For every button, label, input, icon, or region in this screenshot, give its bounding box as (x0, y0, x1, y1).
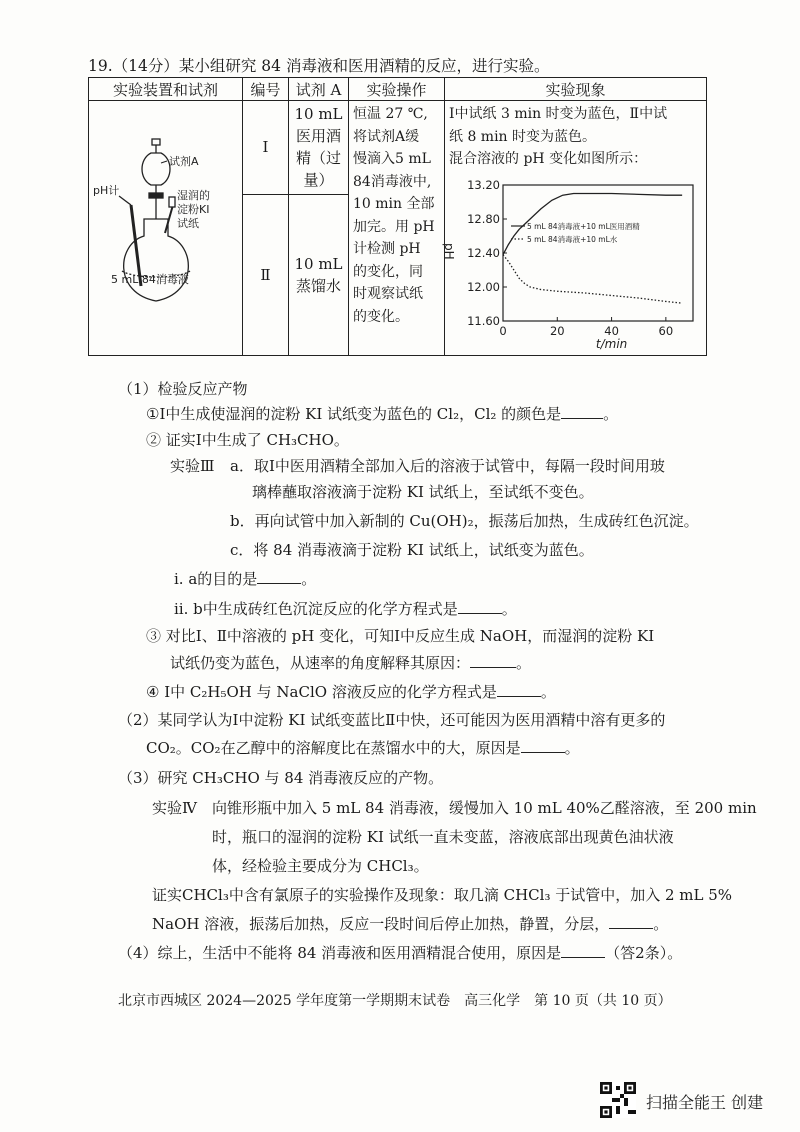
plot-frame (503, 185, 693, 321)
table-header-row (89, 78, 707, 101)
y-tick-label: 12.80 (467, 211, 500, 226)
question-4: （4）综上，生活中不能将 84 消毒液和医用酒精混合使用，原因是 （答2条）。 (118, 944, 683, 962)
answer-blank[interactable] (609, 914, 653, 929)
x-tick-label: 60 (658, 323, 674, 338)
table-row (89, 101, 707, 195)
question-i: ⅰ. a的目的是 。 (174, 570, 317, 588)
qr-code-icon (600, 1082, 636, 1118)
y-tick-label: 12.00 (467, 279, 500, 294)
reagent-a-cell: 10 mL 医用酒 精（过 量） (289, 101, 349, 195)
apparatus-diagram (89, 101, 243, 351)
question-2: （2）某同学认为Ⅰ中淀粉 KI 试纸变蓝比Ⅱ中快，还可能因为医用酒精中溶有更多的 (118, 711, 666, 729)
scanner-watermark (600, 1082, 785, 1122)
experiment-table (88, 77, 707, 356)
experiment-4-line-1: 向锥形瓶中加入 5 mL 84 消毒液，缓慢加入 10 mL 40%乙醛溶液，至 200 min (212, 799, 757, 817)
reagent-a-label: 试剂A (169, 155, 199, 168)
experiment-3a-cont: 璃棒蘸取溶液滴于淀粉 KI 试纸上，至试纸不变色。 (252, 483, 594, 501)
question-1-3: ③ 对比Ⅰ、Ⅱ中溶液的 pH 变化，可知Ⅰ中反应生成 NaOH，而湿润的淀粉 KI (146, 627, 655, 645)
question-1-3-cont: 试纸仍变为蓝色，从速率的角度解释其原因： 。 (170, 654, 532, 672)
experiment-4-label: 实验Ⅳ (152, 799, 197, 817)
answer-blank[interactable] (497, 682, 541, 697)
answer-blank[interactable] (561, 943, 605, 958)
question-ii: ⅱ. b中生成砖红色沉淀反应的化学方程式是 。 (174, 600, 517, 618)
ki-paper-label: 湿润的 (177, 189, 210, 202)
legend-label: 5 mL 84消毒液+10 mL医用酒精 (527, 221, 640, 231)
answer-blank[interactable] (561, 404, 603, 419)
row-id: Ⅰ (243, 101, 289, 195)
y-tick-label: 12.40 (467, 245, 500, 260)
answer-blank[interactable] (521, 738, 565, 753)
question-2-cont: CO₂。CO₂在乙醇中的溶解度比在蒸馏水中的大，原因是 。 (146, 739, 580, 757)
x-tick-label: 20 (549, 323, 565, 338)
question-3: （3）研究 CH₃CHO 与 84 消毒液反应的产物。 (118, 769, 444, 787)
ki-paper-label: 试纸 (177, 217, 199, 230)
x-tick-label: 40 (604, 323, 619, 338)
question-1-4: ④ Ⅰ中 C₂H₅OH 与 NaClO 溶液反应的化学方程式是 。 (146, 683, 556, 701)
y-tick-label: 13.20 (467, 177, 500, 192)
phenomenon-cell: Ⅰ中试纸 3 min 时变为蓝色，Ⅱ中试 纸 8 min 时变为蓝色。 混合溶液的 pH 变化如图所示： pH t/min 11.60 12.00 12.40 12.80 13.20 0 20 40 60 5 mL 84消毒液+10 mL医用酒精 5 mL 84消毒液+10 mL水 (445, 101, 707, 356)
table-header: 实验操作 (349, 78, 445, 101)
row-id: Ⅱ (243, 194, 289, 355)
series-line-water (503, 254, 682, 302)
experiment-3b: b．再向试管中加入新制的 Cu(OH)₂，振荡后加热，生成砖红色沉淀。 (230, 512, 699, 530)
experiment-4-line-2: 时，瓶口的湿润的淀粉 KI 试纸一直未变蓝，溶液底部出现黄色油状液 (212, 828, 674, 846)
ki-paper-label: 淀粉KI (177, 203, 210, 216)
y-tick-label: 11.60 (467, 313, 500, 328)
question-3-check-cont: NaOH 溶液，振荡后加热，反应一段时间后停止加热，静置，分层， 。 (152, 915, 669, 933)
experiment-3c: c．将 84 消毒液滴于淀粉 KI 试纸上，试纸变为蓝色。 (230, 541, 594, 559)
page-footer: 北京市西城区 2024—2025 学年度第一学期期末试卷 高三化学 第 10 页（共 10 页） (118, 993, 672, 1009)
question-title: 19.（14分）某小组研究 84 消毒液和医用酒精的反应，进行实验。 (88, 57, 550, 75)
answer-blank[interactable] (470, 653, 516, 668)
experiment-4-line-3: 体，经检验主要成分为 CHCl₃。 (212, 857, 429, 875)
answer-blank[interactable] (257, 569, 301, 584)
scanner-text: 扫描全能王 创建 (646, 1093, 764, 1112)
apparatus-cell (89, 101, 243, 356)
question-3-check: 证实CHCl₃中含有氯原子的实验操作及现象：取几滴 CHCl₃ 于试管中，加入 2 mL 5% (152, 886, 733, 904)
question-1-1: ①Ⅰ中生成使湿润的淀粉 KI 试纸变为蓝色的 Cl₂，Cl₂ 的颜色是 。 (146, 405, 619, 423)
answer-blank[interactable] (458, 599, 502, 614)
table-header: 实验现象 (445, 78, 707, 101)
x-tick-label: 0 (499, 323, 507, 338)
operation-cell: 恒温 27 ℃, 将试剂A缓 慢滴入5 mL 84消毒液中, 10 min 全部 加完。用 pH 计检测 pH 的变化，同 时观察试纸 的变化。 (349, 101, 445, 356)
experiment-3-label: 实验Ⅲ (170, 457, 215, 475)
ph-chart (442, 173, 707, 351)
dropping-funnel (142, 153, 170, 185)
solution-label: 5 mL 84消毒液 (111, 273, 189, 286)
x-axis-label: t/min (595, 336, 628, 351)
question-1-2: ② 证实Ⅰ中生成了 CH₃CHO。 (146, 431, 349, 449)
reagent-a-cell: 10 mL 蒸馏水 (289, 194, 349, 355)
ph-meter-label: pH计 (93, 184, 120, 197)
legend-label: 5 mL 84消毒液+10 mL水 (527, 234, 618, 244)
table-header: 实验装置和试剂 (89, 78, 243, 101)
y-axis-label: pH (442, 242, 456, 260)
table-header: 试剂 A (289, 78, 349, 101)
table-header: 编号 (243, 78, 289, 101)
part-1-title: （1）检验反应产物 (118, 380, 248, 398)
experiment-3a: a．取Ⅰ中医用酒精全部加入后的溶液于试管中，每隔一段时间用玻 (230, 457, 665, 475)
